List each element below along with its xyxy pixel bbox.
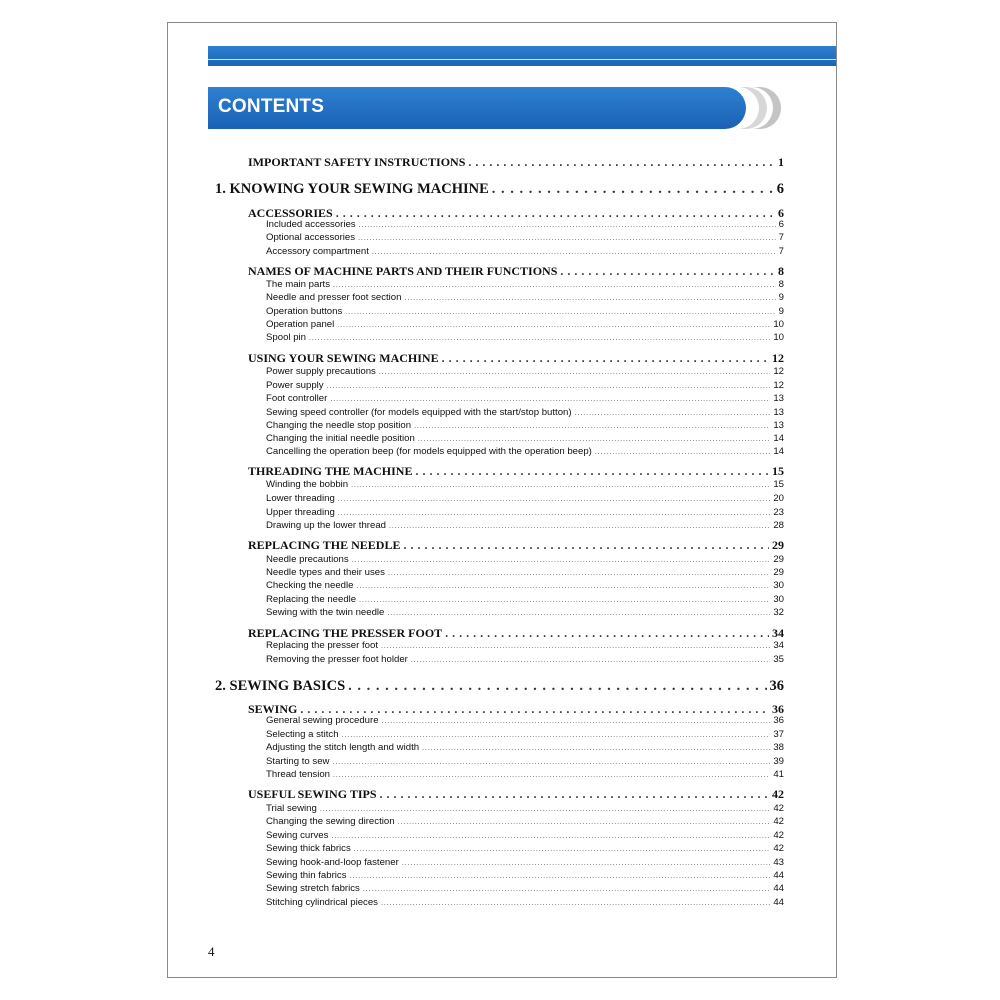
toc-item [266, 554, 784, 565]
toc-item [266, 715, 784, 726]
toc-page-number: 44 [773, 897, 784, 908]
toc-dot-leader [331, 833, 770, 840]
toc-entry-title: Starting to sew [266, 756, 330, 767]
toc-dot-leader [363, 886, 770, 893]
toc-dot-leader [338, 496, 771, 503]
toc-dot-leader [560, 264, 775, 279]
toc-dot-leader [320, 806, 771, 813]
toc-page-number: 44 [773, 870, 784, 881]
toc-page-number: 41 [773, 769, 784, 780]
toc-chapter [215, 678, 784, 695]
toc-dot-leader [445, 626, 769, 641]
toc-entry-title: ACCESSORIES [248, 206, 333, 220]
toc-item [266, 742, 784, 753]
toc-entry-title: The main parts [266, 279, 330, 290]
toc-dot-leader [575, 410, 771, 417]
toc-dot-leader [403, 538, 769, 553]
toc-page-number: 15 [773, 479, 784, 490]
toc-item [266, 246, 784, 257]
toc-entry-title: Upper threading [266, 507, 335, 518]
toc-page-number: 8 [778, 264, 784, 278]
toc-page-number: 29 [773, 554, 784, 565]
toc-dot-leader [402, 860, 771, 867]
toc-item [266, 446, 784, 457]
toc-entry-title: Changing the sewing direction [266, 816, 395, 827]
toc-entry-title: Sewing with the twin needle [266, 607, 385, 618]
toc-page-number: 7 [778, 232, 784, 243]
toc-page-number: 43 [773, 857, 784, 868]
toc-dot-leader [352, 557, 771, 564]
toc-page-number: 14 [773, 433, 784, 444]
toc-dot-leader [332, 759, 770, 766]
toc-entry-title: Stitching cylindrical pieces [266, 897, 378, 908]
toc-page-number: 42 [773, 830, 784, 841]
toc-dot-leader [333, 772, 770, 779]
toc-dot-leader [330, 396, 770, 403]
toc-dot-leader [404, 295, 775, 302]
toc-item [266, 897, 784, 908]
toc-page-number: 38 [773, 742, 784, 753]
toc-entry-title: Included accessories [266, 219, 356, 230]
toc-dot-leader [338, 510, 771, 517]
toc-page-number: 9 [778, 292, 784, 303]
manual-page [167, 22, 837, 978]
toc-entry-title: IMPORTANT SAFETY INSTRUCTIONS [248, 155, 466, 169]
toc-item [266, 830, 784, 841]
toc-page-number: 29 [773, 567, 784, 578]
toc-page-number: 42 [772, 787, 784, 801]
toc-page-number: 37 [773, 729, 784, 740]
toc-section [248, 264, 784, 279]
toc-entry-title: Checking the needle [266, 580, 354, 591]
toc-dot-leader [388, 570, 770, 577]
toc-item [266, 857, 784, 868]
toc-entry-title: Adjusting the stitch length and width [266, 742, 420, 753]
toc-item [266, 306, 784, 317]
toc-page-number: 32 [773, 607, 784, 618]
toc-page-number: 12 [772, 351, 784, 365]
toc-dot-leader [350, 873, 771, 880]
toc-entry-title: Operation panel [266, 319, 335, 330]
toc-page-number: 42 [773, 803, 784, 814]
toc-dot-leader [382, 718, 771, 725]
toc-dot-leader [381, 643, 770, 650]
toc-item [266, 607, 784, 618]
toc-dot-leader [492, 181, 774, 198]
toc-item [266, 420, 784, 431]
toc-item [266, 729, 784, 740]
toc-entry-title: Replacing the needle [266, 594, 357, 605]
toc-page-number: 42 [773, 843, 784, 854]
toc-entry-title: Winding the bobbin [266, 479, 349, 490]
toc-entry-title: USING YOUR SEWING MACHINE [248, 351, 439, 365]
toc-page-number: 36 [772, 702, 784, 716]
toc-page-number: 9 [778, 306, 784, 317]
toc-dot-leader [442, 351, 769, 366]
toc-item [266, 567, 784, 578]
toc-page-number: 35 [773, 654, 784, 665]
toc-page-number: 36 [769, 678, 784, 694]
toc-item [266, 433, 784, 444]
toc-dot-leader [381, 900, 770, 907]
toc-item [266, 479, 784, 490]
toc-entry-title: General sewing procedure [266, 715, 379, 726]
toc-dot-leader [333, 282, 776, 289]
toc-page-number: 39 [773, 756, 784, 767]
toc-entry-title: SEWING [248, 702, 298, 716]
toc-entry-title: Accessory compartment [266, 246, 369, 257]
toc-dot-leader [358, 235, 776, 242]
toc-entry-title: Selecting a stitch [266, 729, 339, 740]
toc-dot-leader [468, 155, 775, 170]
toc-item [266, 380, 784, 391]
toc-item [266, 640, 784, 651]
toc-item [266, 507, 784, 518]
toc-item [266, 319, 784, 330]
page-number: 4 [208, 944, 215, 959]
toc-dot-leader [359, 222, 776, 229]
toc-entry-title: Foot controller [266, 393, 328, 404]
toc-section [248, 538, 784, 553]
toc-entry-title: Drawing up the lower thread [266, 520, 386, 531]
toc-entry-title: NAMES OF MACHINE PARTS AND THEIR FUNCTIONS [248, 264, 558, 278]
toc-item [266, 393, 784, 404]
toc-page-number: 12 [773, 366, 784, 377]
toc-entry-title: 2. SEWING BASICS [215, 678, 346, 694]
toc-item [266, 232, 784, 243]
toc-entry-title: Power supply precautions [266, 366, 376, 377]
toc-entry-title: Needle and presser foot section [266, 292, 402, 303]
toc-entry-title: Sewing hook-and-loop fastener [266, 857, 399, 868]
toc-item [266, 407, 784, 418]
toc-item [266, 883, 784, 894]
toc-chapter [215, 181, 784, 198]
toc-entry-title: Changing the needle stop position [266, 420, 412, 431]
toc-page-number: 29 [772, 538, 784, 552]
toc-entry-title: REPLACING THE NEEDLE [248, 538, 401, 552]
toc-dot-leader [356, 583, 770, 590]
toc-item [266, 279, 784, 290]
toc-page-number: 42 [773, 816, 784, 827]
toc-page-number: 8 [778, 279, 784, 290]
toc-page-number: 6 [778, 206, 784, 220]
toc-entry-title: REPLACING THE PRESSER FOOT [248, 626, 443, 640]
toc-entry-title: Needle precautions [266, 554, 349, 565]
toc-entry-title: Power supply [266, 380, 324, 391]
toc-dot-leader [422, 745, 770, 752]
toc-dot-leader [418, 436, 771, 443]
toc-section [248, 787, 784, 802]
toc-page-number: 23 [773, 507, 784, 518]
toc-page-number: 34 [773, 640, 784, 651]
toc-page-number: 6 [776, 181, 784, 197]
toc-item [266, 520, 784, 531]
toc-section [248, 155, 784, 170]
toc-entry-title: 1. KNOWING YOUR SEWING MACHINE [215, 181, 489, 197]
toc-item [266, 769, 784, 780]
toc-entry-title: Trial sewing [266, 803, 317, 814]
toc-entry-title: Lower threading [266, 493, 335, 504]
toc-entry-title: Sewing stretch fabrics [266, 883, 360, 894]
toc-item [266, 654, 784, 665]
toc-dot-leader [379, 369, 770, 376]
toc-entry-title: Optional accessories [266, 232, 356, 243]
toc-dot-leader [411, 657, 770, 664]
toc-entry-title: Sewing thin fabrics [266, 870, 347, 881]
table-of-contents [168, 23, 836, 977]
toc-dot-leader [380, 787, 770, 802]
toc-page-number: 6 [778, 219, 784, 230]
toc-dot-leader [389, 523, 770, 530]
toc-dot-leader [414, 423, 770, 430]
toc-entry-title: THREADING THE MACHINE [248, 464, 413, 478]
toc-section [248, 626, 784, 641]
toc-entry-title: Thread tension [266, 769, 330, 780]
toc-item [266, 292, 784, 303]
toc-item [266, 816, 784, 827]
toc-entry-title: Changing the initial needle position [266, 433, 415, 444]
toc-item [266, 756, 784, 767]
toc-entry-title: Cancelling the operation beep (for models equipped with the operation beep) [266, 446, 592, 457]
toc-page-number: 13 [773, 407, 784, 418]
toc-page-number: 20 [773, 493, 784, 504]
toc-section [248, 464, 784, 479]
toc-entry-title: Spool pin [266, 332, 307, 343]
toc-page-number: 12 [773, 380, 784, 391]
toc-page-number: 13 [773, 393, 784, 404]
toc-entry-title: Sewing curves [266, 830, 329, 841]
toc-page-number: 1 [778, 155, 784, 169]
toc-item [266, 219, 784, 230]
toc-entry-title: USEFUL SEWING TIPS [248, 787, 377, 801]
toc-item [266, 843, 784, 854]
toc-section [248, 351, 784, 366]
toc-page-number: 44 [773, 883, 784, 894]
toc-entry-title: Sewing thick fabrics [266, 843, 351, 854]
toc-dot-leader [387, 610, 770, 617]
toc-page-number: 30 [773, 594, 784, 605]
toc-dot-leader [595, 449, 770, 456]
toc-dot-leader [398, 819, 771, 826]
page-title: CONTENTS [218, 96, 325, 117]
toc-entry-title: Sewing speed controller (for models equipped with the start/stop button) [266, 407, 572, 418]
toc-page-number: 10 [773, 319, 784, 330]
toc-page-number: 15 [772, 464, 784, 478]
toc-page-number: 10 [773, 332, 784, 343]
toc-dot-leader [309, 335, 770, 342]
toc-item [266, 366, 784, 377]
toc-item [266, 493, 784, 504]
toc-dot-leader [348, 678, 766, 695]
toc-dot-leader [337, 322, 770, 329]
toc-item [266, 803, 784, 814]
toc-entry-title: Replacing the presser foot [266, 640, 378, 651]
toc-item [266, 332, 784, 343]
toc-page-number: 30 [773, 580, 784, 591]
toc-page-number: 13 [773, 420, 784, 431]
toc-dot-leader [354, 846, 771, 853]
toc-item [266, 594, 784, 605]
toc-entry-title: Needle types and their uses [266, 567, 385, 578]
toc-page-number: 7 [778, 246, 784, 257]
toc-entry-title: Removing the presser foot holder [266, 654, 408, 665]
toc-item [266, 870, 784, 881]
toc-page-number: 14 [773, 446, 784, 457]
toc-page-number: 36 [773, 715, 784, 726]
toc-page-number: 34 [772, 626, 784, 640]
toc-page-number: 28 [773, 520, 784, 531]
toc-dot-leader [359, 597, 770, 604]
toc-dot-leader [327, 383, 771, 390]
toc-dot-leader [351, 482, 770, 489]
toc-dot-leader [342, 732, 771, 739]
toc-item [266, 580, 784, 591]
toc-dot-leader [372, 249, 776, 256]
toc-entry-title: Operation buttons [266, 306, 343, 317]
toc-dot-leader [345, 309, 775, 316]
toc-dot-leader [415, 464, 769, 479]
